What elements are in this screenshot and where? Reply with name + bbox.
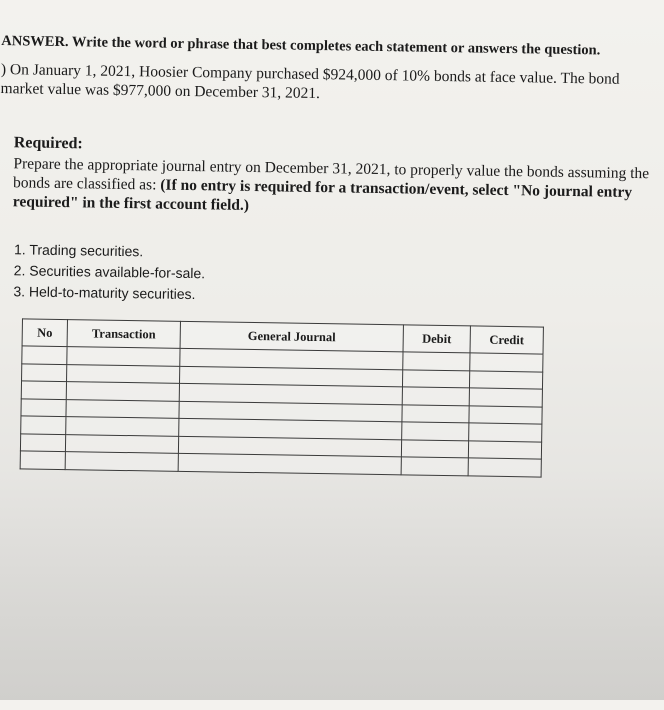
cell-credit[interactable]	[469, 405, 542, 424]
required-instructions	[13, 154, 658, 221]
cell-debit[interactable]	[402, 387, 469, 406]
cell-transaction[interactable]	[67, 364, 180, 383]
cell-debit[interactable]	[401, 439, 468, 458]
cell-transaction[interactable]	[66, 399, 179, 418]
header-general-journal: General Journal	[180, 321, 403, 351]
cell-credit[interactable]	[469, 370, 542, 389]
photo-shadow	[0, 470, 664, 700]
cell-transaction[interactable]	[65, 434, 178, 453]
cell-no[interactable]	[21, 398, 66, 416]
cell-no[interactable]	[21, 381, 66, 399]
journal-table-body	[20, 346, 543, 477]
classification-item: 3. Held-to-maturity securities.	[13, 283, 196, 303]
cell-no[interactable]	[20, 451, 65, 469]
cell-debit[interactable]	[402, 369, 469, 388]
required-note: (If no entry is required for a transaction/event, select "No journal entry required" in the first account field.)	[12, 176, 633, 214]
answer-instructions: ANSWER. Write the word or phrase that best completes each statement or answers the question.	[1, 33, 601, 59]
cell-no[interactable]	[22, 363, 67, 381]
cell-transaction[interactable]	[66, 382, 179, 401]
cell-debit[interactable]	[402, 422, 469, 441]
journal-entry-table	[20, 318, 544, 477]
cell-credit[interactable]	[468, 440, 541, 459]
classification-item: 1. Trading securities.	[13, 241, 144, 260]
cell-debit[interactable]	[402, 404, 469, 423]
cell-credit[interactable]	[470, 353, 543, 372]
cell-no[interactable]	[22, 346, 67, 364]
required-title: Required:	[13, 134, 83, 153]
classification-item: 2. Securities available-for-sale.	[13, 262, 206, 282]
cell-transaction[interactable]	[66, 417, 179, 436]
question-text: ) On January 1, 2021, Hoosier Company purchased $924,000 of 10% bonds at face value. The bond market value was $977,000 on December 31, 2021.	[0, 61, 620, 103]
cell-transaction[interactable]	[65, 452, 178, 471]
cell-credit[interactable]	[469, 388, 542, 407]
header-no: No	[22, 319, 67, 347]
cell-credit[interactable]	[469, 423, 542, 442]
cell-debit[interactable]	[403, 352, 470, 371]
cell-no[interactable]	[21, 416, 66, 434]
header-transaction: Transaction	[67, 320, 180, 349]
cell-transaction[interactable]	[67, 347, 180, 366]
classification-list	[13, 239, 205, 305]
header-credit: Credit	[470, 326, 543, 354]
cell-no[interactable]	[20, 433, 65, 451]
required-body: Prepare the appropriate journal entry on December 31, 2021, to properly value the bonds assuming the bonds are classified as:	[12, 155, 650, 194]
header-debit: Debit	[403, 325, 470, 353]
